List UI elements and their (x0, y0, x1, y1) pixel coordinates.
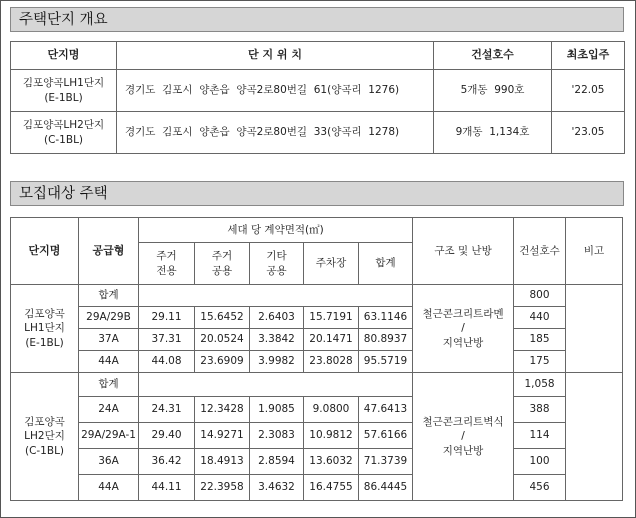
header-remarks: 비고 (566, 218, 623, 285)
table-row: 29A/29A-1 29.40 14.9271 2.3083 10.9812 57.6166 114 (11, 423, 623, 449)
table-row (11, 70, 625, 112)
location-cell: 경기도 김포시 양촌읍 양곡2로80번길 61(양곡리 1276) (117, 70, 434, 112)
complex-name-cell: 김포양곡 LH2단지 (C-1BL) (11, 373, 79, 501)
header-units: 건설호수 (434, 42, 552, 70)
table-row: 29A/29B 29.11 15.6452 2.6403 15.7191 63.1146 440 (11, 307, 623, 329)
table-row: 24A 24.31 12.3428 1.9085 9.0800 47.6413 388 (11, 397, 623, 423)
remarks-cell (566, 285, 623, 373)
table-row: 37A 37.31 20.0524 3.3842 20.1471 80.8937 185 (11, 329, 623, 351)
units-cell: 9개동 1,134호 (434, 112, 552, 154)
header-complex: 단지명 (11, 218, 79, 285)
subtotal-label: 합계 (79, 285, 139, 307)
section-title-recruitment: 모집대상 주택 (10, 181, 624, 206)
complex-overview-table (10, 41, 625, 154)
subtotal-label: 합계 (79, 373, 139, 397)
complex-name-cell: 김포양곡LH2단지 (C-1BL) (11, 112, 117, 154)
structure-cell: 철근콘크리트라멘 / 지역난방 (413, 285, 514, 373)
structure-cell: 철근콘크리트벽식 / 지역난방 (413, 373, 514, 501)
complex-name-cell: 김포양곡 LH1단지 (E-1BL) (11, 285, 79, 373)
header-first-move-in: 최초입주 (552, 42, 625, 70)
subtotal-units: 1,058 (514, 373, 566, 397)
header-units: 건설호수 (514, 218, 566, 285)
location-cell: 경기도 김포시 양촌읍 양곡2로80번길 33(양곡리 1278) (117, 112, 434, 154)
move-in-cell: '22.05 (552, 70, 625, 112)
table-row (11, 373, 623, 397)
header-residential-common: 주거 공용 (195, 243, 250, 285)
table-row: 44A 44.11 22.3958 3.4632 16.4755 86.4445 456 (11, 475, 623, 501)
units-cell: 5개동 990호 (434, 70, 552, 112)
header-other-common: 기타 공용 (250, 243, 304, 285)
header-parking: 주차장 (304, 243, 359, 285)
header-location: 단 지 위 치 (117, 42, 434, 70)
complex-name-cell: 김포양곡LH1단지 (E-1BL) (11, 70, 117, 112)
table-row: 36A 36.42 18.4913 2.8594 13.6032 71.3739 100 (11, 449, 623, 475)
table-row: 44A 44.08 23.6909 3.9982 23.8028 95.5719 175 (11, 351, 623, 373)
recruitment-housing-table (10, 217, 623, 501)
header-residential-private: 주거 전용 (139, 243, 195, 285)
table-row (11, 112, 625, 154)
subtotal-units: 800 (514, 285, 566, 307)
move-in-cell: '23.05 (552, 112, 625, 154)
header-complex-name: 단지명 (11, 42, 117, 70)
remarks-cell (566, 373, 623, 501)
table-row (11, 285, 623, 307)
header-area-group: 세대 당 계약면적(㎡) (139, 218, 413, 243)
header-total: 합계 (359, 243, 413, 285)
header-structure: 구조 및 난방 (413, 218, 514, 285)
section-title-overview: 주택단지 개요 (10, 7, 624, 32)
header-supply-type: 공급형 (79, 218, 139, 285)
